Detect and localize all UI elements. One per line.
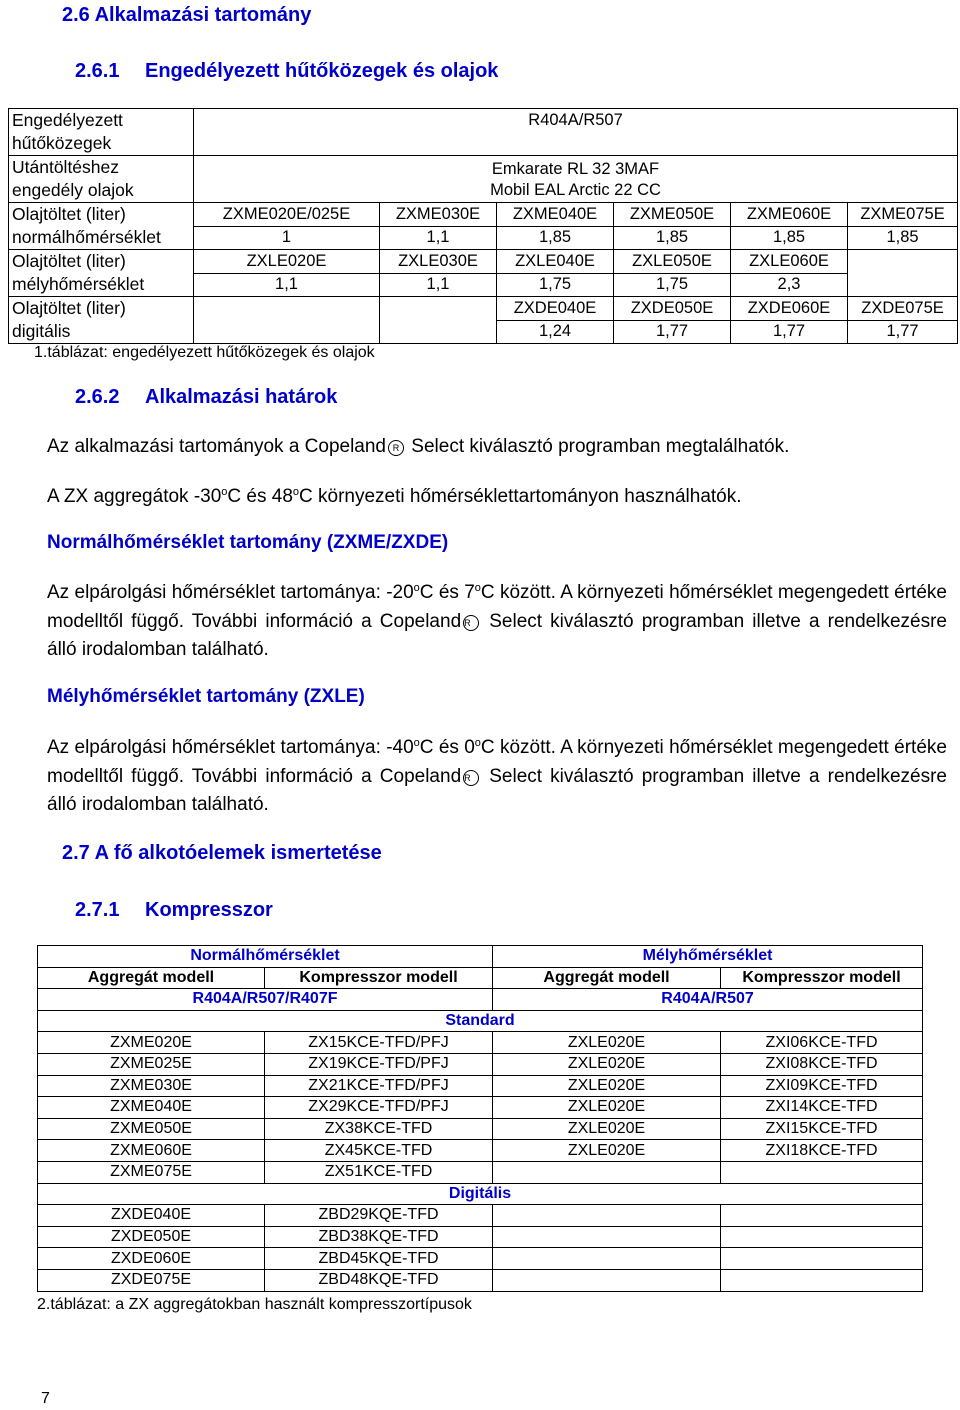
table-cell bbox=[493, 1205, 721, 1227]
empty-cell bbox=[380, 297, 497, 344]
table-row bbox=[38, 1248, 923, 1270]
row-label: Olajtöltet (liter) mélyhőmérséklet bbox=[9, 250, 194, 297]
table-cell: ZX21KCE-TFD/PFJ bbox=[265, 1075, 493, 1097]
subheading-normal: Normálhőmérséklet tartomány (ZXME/ZXDE) bbox=[47, 532, 449, 553]
column-header: Kompresszor modell bbox=[265, 967, 493, 989]
group-header: Normálhőmérséklet bbox=[38, 946, 493, 968]
table-cell: ZXLE020E bbox=[493, 1053, 721, 1075]
table-row bbox=[38, 1183, 923, 1205]
paragraph: Az elpárolgási hőmérséklet tartománya: -40$^o$C és 0$^o$C között. A környezeti hőmérséklet megengedett értéke modelltől függő. További információ a Copeland R Select kiválasztó programban illetve a rendelkezésre álló irodalomban található. bbox=[47, 737, 947, 815]
section-title: Engedélyezett hűtőközegek és olajok bbox=[145, 60, 499, 82]
table-cell: ZXI06KCE-TFD bbox=[721, 1032, 923, 1054]
value-cell: 1,75 bbox=[614, 273, 731, 297]
section-heading-2-6-2 bbox=[75, 386, 337, 409]
table-row bbox=[38, 1075, 923, 1097]
table-cell bbox=[493, 1226, 721, 1248]
refrigerant-header: R404A/R507/R407F bbox=[38, 989, 493, 1011]
column-header: Kompresszor modell bbox=[721, 967, 923, 989]
model-cell: ZXME050E bbox=[614, 203, 731, 227]
table-cell: ZXDE075E bbox=[38, 1269, 265, 1291]
value-cell: 1,85 bbox=[614, 226, 731, 250]
row-label: Olajtöltet (liter) normálhőmérséklet bbox=[9, 203, 194, 250]
table-cell: ZXDE060E bbox=[38, 1248, 265, 1270]
value-cell: 1 bbox=[194, 226, 380, 250]
section-heading-2-7-1 bbox=[75, 899, 273, 922]
section-heading-2-7: 2.7 A fő alkotóelemek ismertetése bbox=[62, 842, 382, 864]
table-row bbox=[38, 989, 923, 1011]
model-cell: ZXME040E bbox=[497, 203, 614, 227]
column-header: Aggregát modell bbox=[38, 967, 265, 989]
registered-mark-icon: R bbox=[463, 770, 479, 786]
model-cell: ZXME075E bbox=[848, 203, 958, 227]
empty-cell bbox=[194, 297, 380, 344]
section-row: Standard bbox=[38, 1010, 923, 1032]
table-cell bbox=[493, 1269, 721, 1291]
table-row bbox=[38, 1010, 923, 1032]
table-row bbox=[9, 203, 958, 227]
value-cell: 1,85 bbox=[848, 226, 958, 250]
model-cell: ZXLE060E bbox=[731, 250, 848, 274]
model-cell: ZXDE060E bbox=[731, 297, 848, 321]
table-row bbox=[38, 1140, 923, 1162]
table-cell: ZXLE020E bbox=[493, 1097, 721, 1119]
table-row bbox=[38, 1205, 923, 1227]
table-cell: ZXDE040E bbox=[38, 1205, 265, 1227]
oil-value: Mobil EAL Arctic 22 CC bbox=[194, 179, 958, 203]
table-row bbox=[38, 946, 923, 968]
value-cell: 1,75 bbox=[497, 273, 614, 297]
refrigerant-value: R404A/R507 bbox=[194, 109, 958, 156]
table-caption: 2.táblázat: a ZX aggregátokban használt kompresszortípusok bbox=[37, 1296, 472, 1313]
model-cell: ZXME030E bbox=[380, 203, 497, 227]
table-cell: ZBD48KQE-TFD bbox=[265, 1269, 493, 1291]
model-cell: ZXLE030E bbox=[380, 250, 497, 274]
section-heading-2-6-1 bbox=[75, 60, 498, 83]
row-label: Olajtöltet (liter) digitális bbox=[9, 297, 194, 344]
section-heading-2-6: 2.6 Alkalmazási tartomány bbox=[62, 4, 312, 26]
table-cell bbox=[721, 1226, 923, 1248]
table-cell bbox=[721, 1269, 923, 1291]
table-cell: ZX51KCE-TFD bbox=[265, 1161, 493, 1183]
table-cell: ZX45KCE-TFD bbox=[265, 1140, 493, 1162]
table-cell: ZXI09KCE-TFD bbox=[721, 1075, 923, 1097]
registered-mark-icon: R bbox=[388, 440, 404, 456]
refrigerants-oils-table bbox=[8, 108, 958, 344]
table-cell: ZXI08KCE-TFD bbox=[721, 1053, 923, 1075]
section-number: 2.6.1 bbox=[75, 60, 120, 82]
table-cell: ZXLE020E bbox=[493, 1140, 721, 1162]
table-cell: ZXME025E bbox=[38, 1053, 265, 1075]
standard-rows bbox=[38, 1032, 923, 1183]
table-cell: ZBD38KQE-TFD bbox=[265, 1226, 493, 1248]
section-title: Kompresszor bbox=[145, 899, 273, 921]
table-cell: ZXI15KCE-TFD bbox=[721, 1118, 923, 1140]
value-cell: 1,1 bbox=[380, 273, 497, 297]
table-cell: ZX38KCE-TFD bbox=[265, 1118, 493, 1140]
paragraph: Az elpárolgási hőmérséklet tartománya: -20$^o$C és 7$^o$C között. A környezeti hőmérséklet megengedett értéke modelltől függő. További információ a Copeland R Select kiválasztó programban illetve a rendelkezésre álló irodalomban található. bbox=[47, 582, 947, 660]
paragraph: Az alkalmazási tartományok a Copeland R Select kiválasztó programban megtalálhatók. bbox=[47, 436, 790, 457]
value-cell: 1,1 bbox=[380, 226, 497, 250]
value-cell: 1,85 bbox=[731, 226, 848, 250]
value-cell: 1,77 bbox=[614, 320, 731, 344]
table-cell: ZX19KCE-TFD/PFJ bbox=[265, 1053, 493, 1075]
section-number: 2.6.2 bbox=[75, 386, 120, 408]
model-cell: ZXME060E bbox=[731, 203, 848, 227]
table-cell: ZXLE020E bbox=[493, 1075, 721, 1097]
model-cell: ZXLE050E bbox=[614, 250, 731, 274]
model-cell: ZXDE040E bbox=[497, 297, 614, 321]
table-cell: ZXME075E bbox=[38, 1161, 265, 1183]
value-cell: 1,77 bbox=[731, 320, 848, 344]
table-cell bbox=[721, 1161, 923, 1183]
digital-rows bbox=[38, 1205, 923, 1291]
table-cell bbox=[493, 1248, 721, 1270]
table-cell: ZXME060E bbox=[38, 1140, 265, 1162]
section-number: 2.7.1 bbox=[75, 899, 120, 921]
table-row bbox=[9, 156, 958, 180]
table-cell: ZX15KCE-TFD/PFJ bbox=[265, 1032, 493, 1054]
table-cell: ZXLE020E bbox=[493, 1032, 721, 1054]
section-title: Alkalmazási határok bbox=[145, 386, 338, 408]
model-cell: ZXLE020E bbox=[194, 250, 380, 274]
table-row bbox=[38, 1118, 923, 1140]
table-row bbox=[38, 1032, 923, 1054]
table-row bbox=[38, 1053, 923, 1075]
group-header: Mélyhőmérséklet bbox=[493, 946, 923, 968]
table-cell: ZXLE020E bbox=[493, 1118, 721, 1140]
row-label: Engedélyezett hűtőközegek bbox=[9, 109, 194, 156]
registered-mark-icon: R bbox=[463, 615, 479, 631]
page-number: 7 bbox=[41, 1390, 50, 1407]
table-cell bbox=[721, 1248, 923, 1270]
table-row bbox=[38, 967, 923, 989]
table-caption: 1.táblázat: engedélyezett hűtőközegek és olajok bbox=[34, 344, 375, 361]
oil-value: Emkarate RL 32 3MAF bbox=[194, 156, 958, 180]
table-cell: ZXME030E bbox=[38, 1075, 265, 1097]
value-cell: 1,24 bbox=[497, 320, 614, 344]
table-cell: ZXME040E bbox=[38, 1097, 265, 1119]
empty-cell bbox=[848, 250, 958, 297]
table-cell: ZXI14KCE-TFD bbox=[721, 1097, 923, 1119]
section-row: Digitális bbox=[38, 1183, 923, 1205]
model-cell: ZXLE040E bbox=[497, 250, 614, 274]
table-cell: ZXME020E bbox=[38, 1032, 265, 1054]
table-cell: ZX29KCE-TFD/PFJ bbox=[265, 1097, 493, 1119]
model-cell: ZXDE050E bbox=[614, 297, 731, 321]
table-cell: ZBD29KQE-TFD bbox=[265, 1205, 493, 1227]
compressor-table bbox=[37, 945, 923, 1292]
value-cell: 1,1 bbox=[194, 273, 380, 297]
table-row bbox=[38, 1269, 923, 1291]
subheading-deep: Mélyhőmérséklet tartomány (ZXLE) bbox=[47, 686, 365, 707]
table-cell: ZXI18KCE-TFD bbox=[721, 1140, 923, 1162]
value-cell: 1,85 bbox=[497, 226, 614, 250]
table-row bbox=[9, 297, 958, 321]
model-cell: ZXDE075E bbox=[848, 297, 958, 321]
value-cell: 1,77 bbox=[848, 320, 958, 344]
table-cell bbox=[721, 1205, 923, 1227]
refrigerant-header: R404A/R507 bbox=[493, 989, 923, 1011]
table-cell: ZXDE050E bbox=[38, 1226, 265, 1248]
model-cell: ZXME020E/025E bbox=[194, 203, 380, 227]
table-row bbox=[38, 1161, 923, 1183]
table-cell: ZXME050E bbox=[38, 1118, 265, 1140]
value-cell: 2,3 bbox=[731, 273, 848, 297]
row-label: Utántöltéshez engedély olajok bbox=[9, 156, 194, 203]
paragraph: A ZX aggregátok -30$^o$C és 48$^o$C környezeti hőmérséklettartományon használhatók. bbox=[47, 486, 742, 507]
column-header: Aggregát modell bbox=[493, 967, 721, 989]
table-cell bbox=[493, 1161, 721, 1183]
table-row bbox=[38, 1097, 923, 1119]
table-row bbox=[38, 1226, 923, 1248]
table-cell: ZBD45KQE-TFD bbox=[265, 1248, 493, 1270]
table-row bbox=[9, 250, 958, 274]
